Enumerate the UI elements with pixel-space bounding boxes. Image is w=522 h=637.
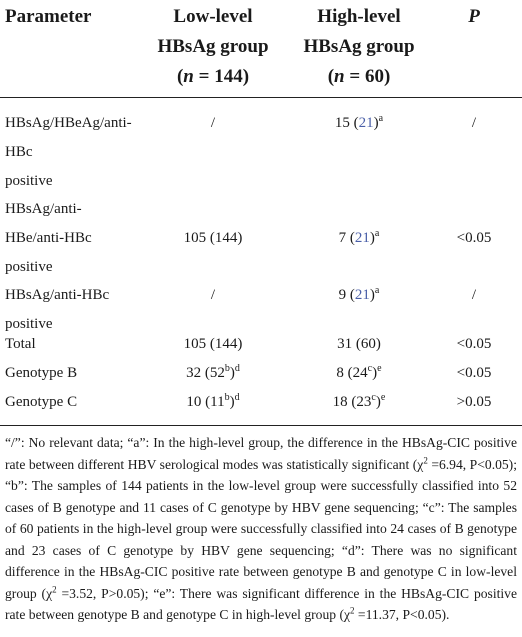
header-high-level	[288, 2, 430, 92]
header-high-n: (n = 60)	[327, 66, 391, 87]
row4-parameter: Total	[5, 336, 36, 352]
row6-low: 10 $(11^b)^d$	[186, 392, 240, 410]
row2-low: 105 (144)	[183, 230, 243, 246]
row5-high: 8 $(24^c)^e$	[336, 363, 382, 381]
row4-p: <0.05	[456, 336, 492, 352]
row1-ref-link[interactable]: 21	[358, 115, 374, 131]
row1-p: /	[471, 115, 477, 131]
row1-high: 15 $(21)^a$	[334, 113, 384, 131]
row6-high: 18 $(23^c)^e$	[332, 392, 386, 410]
row3-parameter: HBsAg/anti-HBc positive	[5, 287, 110, 332]
header-parameter: Parameter	[5, 6, 92, 27]
row5-low: 32 $(52^b)^d$	[186, 363, 240, 381]
row4-high: 31 (60)	[337, 336, 381, 352]
header-low-line1: Low-level	[173, 6, 253, 27]
row3-high: 9 $(21)^a$	[338, 285, 380, 303]
header-high-line2: HBsAg group	[303, 36, 415, 57]
header-high-line1: High-level	[317, 6, 401, 27]
header-p: P	[468, 6, 480, 27]
row6-p: >0.05	[456, 394, 492, 410]
row2-p: <0.05	[456, 230, 492, 246]
row3-low: /	[210, 287, 216, 303]
row2-high: 7 $(21)^a$	[338, 228, 380, 246]
header-low-line2: HBsAg group	[157, 36, 269, 57]
row6-parameter: Genotype C	[5, 394, 78, 410]
header-low-n: (n = 144)	[176, 66, 250, 87]
row2-parameter: HBsAg/anti- HBe/anti-HBc positive	[5, 201, 92, 275]
header-rule	[0, 97, 522, 98]
row2-ref-link[interactable]: 21	[354, 230, 370, 246]
header-low-level	[150, 2, 276, 92]
table-footnote: “/”: No relevant data; “a”: In the high-level group, the difference in the HBsAg-CIC positive rate between different HBV serological modes was statistically significant ($\chi^2 =6.94$, P<0.05); “b”: The samples of 144 patients in the low-level group were successfully classified into 52 cases of B genotype and 11 cases of C genotype by HBV gene sequencing; “c”: The samples of 60 patients in the high-level group were successfully classified into 24 cases of B genotype and 23 cases of C genotype by HBV gene sequencing; “d”: There was no significant difference in the HBsAg-CIC positive rate between genotype B and genotype C in low-level group ($\chi^2 =3.52$, P>0.05); “e”: There was significant difference in the HBsAg-CIC positive rate between genotype B and genotype C in high-level group ($\chi^2 =11.37$, P<0.05).	[5, 435, 517, 622]
row1-parameter: HBsAg/HBeAg/anti- HBc positive	[5, 115, 132, 189]
row3-p: /	[471, 287, 477, 303]
row3-ref-link[interactable]: 21	[354, 287, 370, 303]
row5-p: <0.05	[456, 365, 492, 381]
row1-low: /	[210, 115, 216, 131]
table-bottom-rule	[0, 425, 522, 426]
row5-parameter: Genotype B	[5, 365, 78, 381]
row4-low: 105 (144)	[183, 336, 243, 352]
